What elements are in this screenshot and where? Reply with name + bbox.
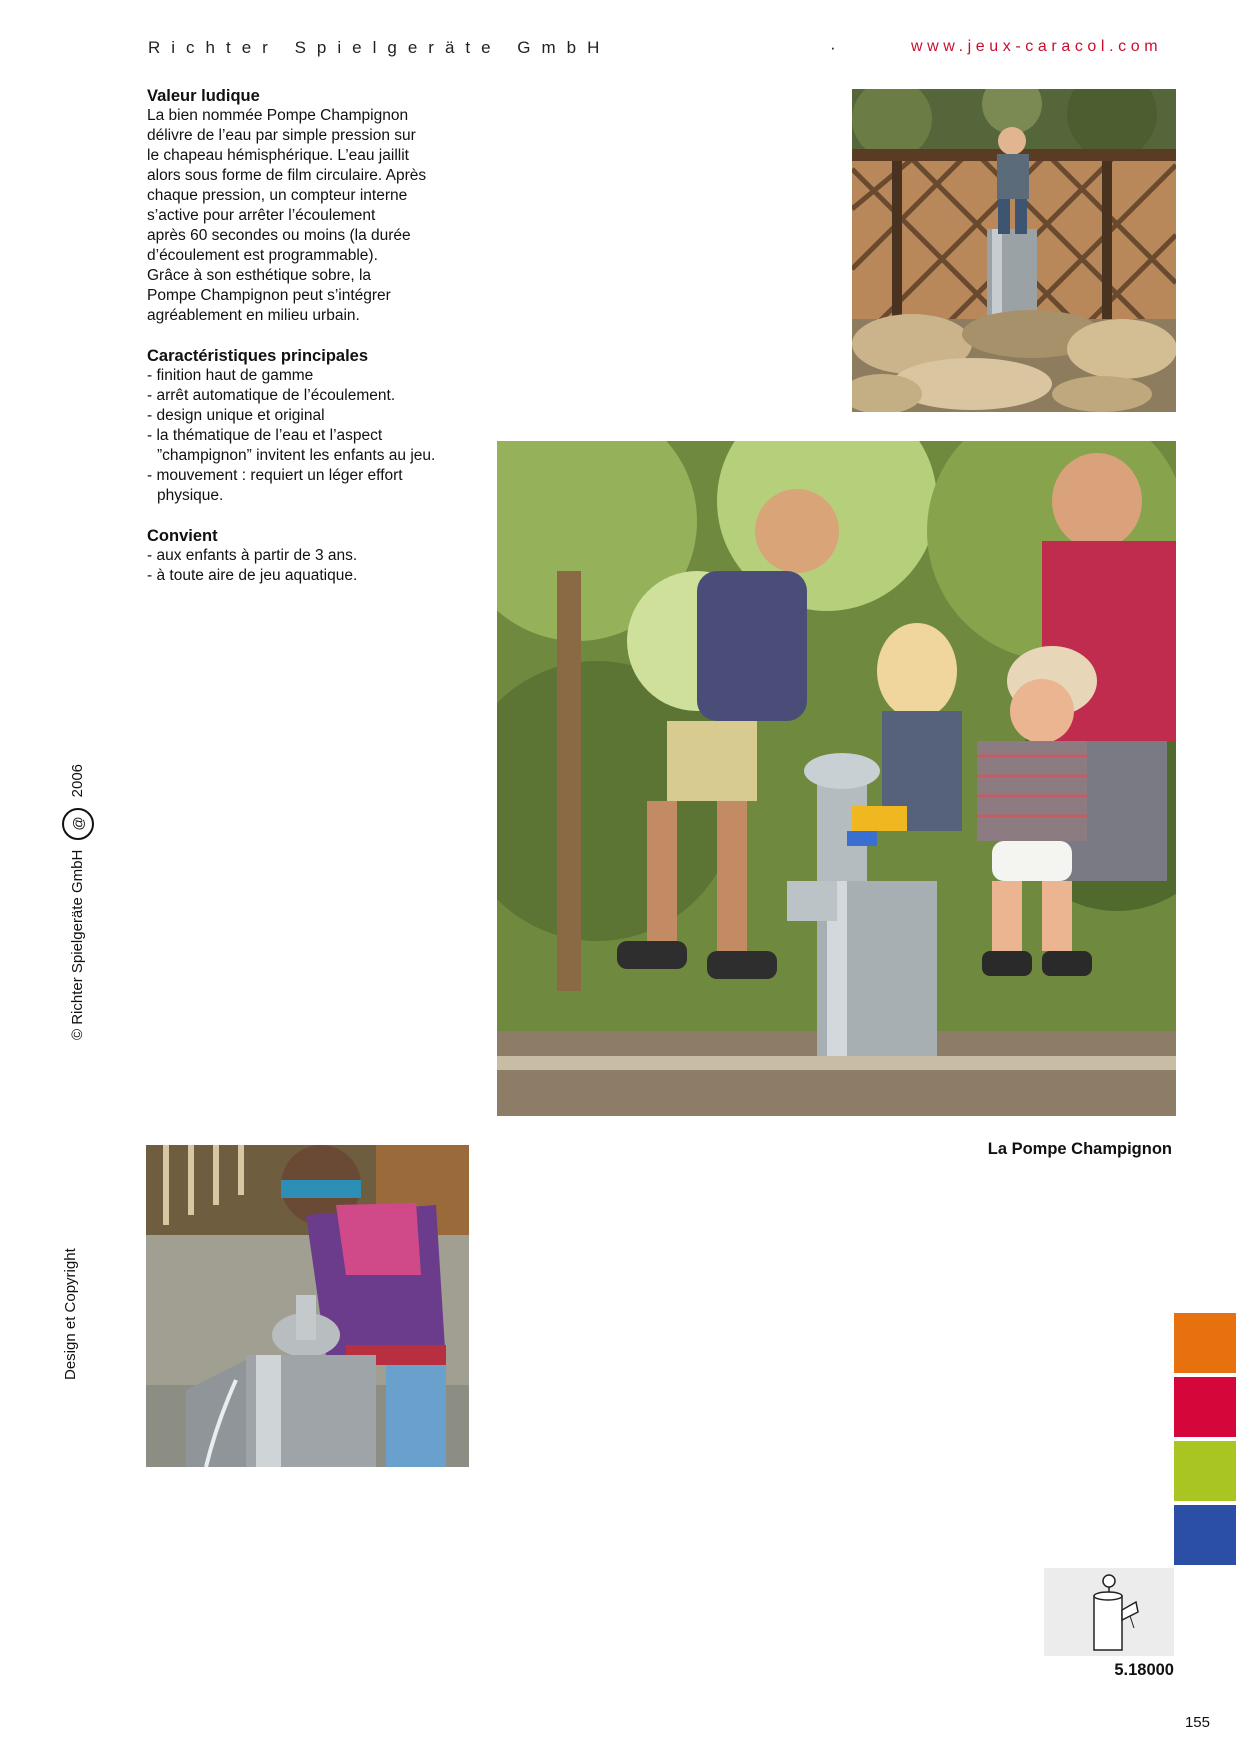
side-copyright	[62, 764, 94, 1040]
product-icon-box	[1044, 1568, 1174, 1656]
color-tab-green[interactable]	[1174, 1441, 1236, 1501]
feature-item: - la thématique de l’eau et l’aspect ”champignon” invitent les enfants au jeu.	[147, 427, 436, 464]
header-company: Richter Spielgeräte GmbH	[148, 38, 611, 57]
photo-child-drinking	[146, 1145, 469, 1467]
text-column	[147, 86, 477, 586]
feature-item: - design unique et original	[147, 407, 325, 424]
color-tab-orange[interactable]	[1174, 1313, 1236, 1373]
header-separator: ·	[830, 38, 847, 57]
suitable-section	[147, 526, 477, 586]
play-value-line: alors sous forme de film circulaire. Après	[147, 167, 427, 184]
play-value-line: Pompe Champignon peut s’intégrer	[147, 287, 391, 304]
play-value-line: La bien nommée Pompe Champignon	[147, 107, 409, 124]
photo-child-on-pump	[852, 89, 1176, 412]
photo-caption: La Pompe Champignon	[987, 1140, 1172, 1158]
features-section	[147, 346, 477, 506]
header-url[interactable]: www.jeux-caracol.com	[911, 38, 1163, 55]
water-pump-icon	[1044, 1568, 1174, 1656]
copyright-text: © Richter Spielgeräte GmbH	[68, 849, 86, 1040]
feature-item: - arrêt automatique de l’écoulement.	[147, 387, 396, 404]
play-value-line: le chapeau hémisphérique. L’eau jaillit	[147, 147, 409, 164]
photo-children-at-pump	[497, 441, 1176, 1116]
play-value-line: s’active pour arrêter l’écoulement	[147, 207, 376, 224]
snail-logo-icon: @	[62, 808, 94, 840]
product-code: 5.18000	[1114, 1661, 1174, 1679]
suitable-item: - aux enfants à partir de 3 ans.	[147, 547, 358, 564]
play-value-line: délivre de l’eau par simple pression sur	[147, 127, 416, 144]
copyright-year: 2006	[68, 763, 86, 798]
play-value-line: Grâce à son esthétique sobre, la	[147, 267, 372, 284]
color-tab-red[interactable]	[1174, 1377, 1236, 1437]
side-design-copyright: Design et Copyright	[62, 1248, 79, 1380]
suitable-item: - à toute aire de jeu aquatique.	[147, 567, 358, 584]
color-tab-blue[interactable]	[1174, 1505, 1236, 1565]
page-number: 155	[1184, 1714, 1210, 1731]
play-value-heading: Valeur ludique	[147, 87, 260, 105]
play-value-line: après 60 secondes ou moins (la durée	[147, 227, 411, 244]
play-value-line: chaque pression, un compteur interne	[147, 187, 408, 204]
feature-item: - mouvement : requiert un léger effort physique.	[147, 467, 403, 504]
play-value-line: agréablement en milieu urbain.	[147, 307, 360, 324]
play-value-section	[147, 86, 477, 326]
feature-item: - finition haut de gamme	[147, 367, 314, 384]
features-heading: Caractéristiques principales	[147, 347, 369, 365]
play-value-line: d’écoulement est programmable).	[147, 247, 378, 264]
suitable-heading: Convient	[147, 527, 218, 545]
